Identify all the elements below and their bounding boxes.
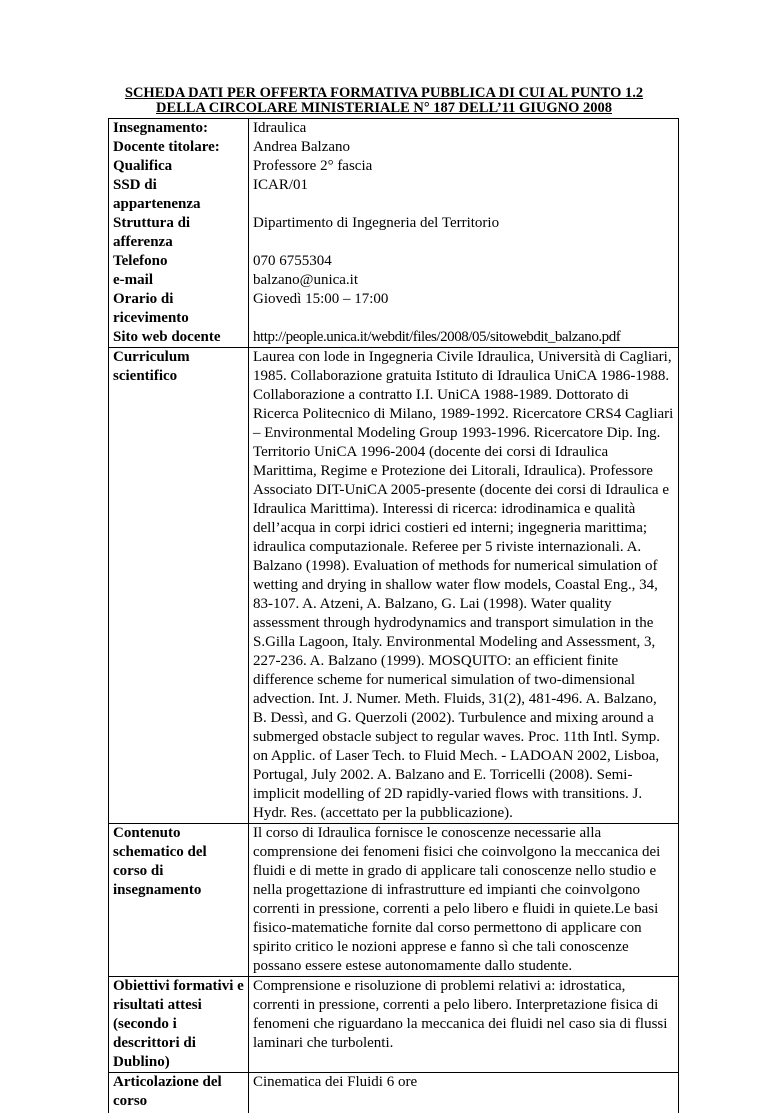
field-label-curriculum: Curriculum scientifico: [109, 348, 249, 824]
field-value-articolazione: Cinematica dei Fluidi 6 ore: [249, 1073, 679, 1113]
field-label-articolazione: Articolazione del corso: [109, 1073, 249, 1113]
field-label-qualifica: Qualifica: [109, 157, 249, 176]
table-row: [109, 271, 679, 290]
document-title-line-2: DELLA CIRCOLARE MINISTERIALE N° 187 DELL’11 GIUGNO 2008: [0, 101, 768, 116]
field-label-email: e-mail: [109, 271, 249, 290]
field-label-insegnamento: Insegnamento:: [109, 119, 249, 139]
field-label-contenuto: Contenuto schematico del corso di insegnamento: [109, 824, 249, 977]
table-row: [109, 138, 679, 157]
table-row: [109, 1073, 679, 1113]
table-row: [109, 157, 679, 176]
field-value-insegnamento: Idraulica: [249, 119, 679, 139]
table-row: [109, 252, 679, 271]
field-value-sito-web: http://people.unica.it/webdit/files/2008/05/sitowebdit_balzano.pdf: [249, 328, 679, 348]
field-value-qualifica: Professore 2° fascia: [249, 157, 679, 176]
table-row: [109, 176, 679, 214]
field-label-obiettivi: Obiettivi formativi e risultati attesi (secondo i descrittori di Dublino): [109, 977, 249, 1073]
field-value-curriculum: Laurea con lode in Ingegneria Civile Idraulica, Università di Cagliari, 1985. Collaborazione gratuita Istituto di Idraulica UniCA 1986-1988. Collaborazione a contratto I.I. UniCA 1988-1989. Dottorato di Ricerca Politecnico di Milano, 1989-1992. Ricercatore CRS4 Cagliari – Environmental Modeling Group 1993-1996. Ricercatore Dip. Ing. Territorio UniCA 1996-2004 (docente dei corsi di Idraulica Marittima, Regime e Protezione dei Litorali, Idraulica). Professore Associato DIT-UniCA 2005-presente (docente dei corsi di Idraulica e Idraulica Marittima). Interessi di ricerca: idrodinamica e qualità dell’acqua in corpi idrici costieri ed interni; ingegneria marittima; idraulica computazionale. Referee per 5 riviste internazionali. A. Balzano (1998). Evaluation of methods for numerical simulation of wetting and drying in shallow water flow models, Coastal Eng., 34, 83-107. A. Atzeni, A. Balzano, G. Lai (1998). Water quality assessment through hydrodynamics and transport simulation in the S.Gilla Lagoon, Italy. Environmental Modeling and Assessment, 3, 227-236. A. Balzano (1999). MOSQUITO: an efficient finite difference scheme for numerical simulation of two-dimensional advection. Int. J. Numer. Meth. Fluids, 31(2), 481-496. A. Balzano, B. Dessì, and G. Querzoli (2002). Turbulence and mixing around a submerged obstacle subject to regular waves. Proc. 11th Intl. Symp. on Applic. of Laser Tech. to Fluid Mech. - LADOAN 2002, Lisboa, Portugal, July 2002. A. Balzano and E. Torricelli (2008). Semi-implicit modelling of 2D rapidly-varied flows with transitions. J. Hydr. Res. (accettato per la pubblicazione).: [249, 348, 679, 824]
field-value-telefono: 070 6755304: [249, 252, 679, 271]
field-label-telefono: Telefono: [109, 252, 249, 271]
field-value-email: balzano@unica.it: [249, 271, 679, 290]
course-data-table: [108, 118, 679, 1113]
field-value-orario: Giovedì 15:00 – 17:00: [249, 290, 679, 328]
field-value-ssd: ICAR/01: [249, 176, 679, 214]
table-row: [109, 977, 679, 1073]
field-label-orario: Orario di ricevimento: [109, 290, 249, 328]
document-title-line-1: SCHEDA DATI PER OFFERTA FORMATIVA PUBBLICA DI CUI AL PUNTO 1.2: [0, 86, 768, 101]
field-value-docente: Andrea Balzano: [249, 138, 679, 157]
table-row: [109, 214, 679, 252]
field-value-struttura: Dipartimento di Ingegneria del Territorio: [249, 214, 679, 252]
table-row: [109, 824, 679, 977]
table-row: [109, 119, 679, 139]
table-row: [109, 328, 679, 348]
field-value-obiettivi: Comprensione e risoluzione di problemi relativi a: idrostatica, correnti in pressione, correnti a pelo libero. Interpretazione fisica di fenomeni che riguardano la meccanica dei fluidi nel caso sia di flussi laminari che turbolenti.: [249, 977, 679, 1073]
field-label-sito-web: Sito web docente: [109, 328, 249, 348]
table-row: [109, 290, 679, 328]
table-row: [109, 348, 679, 824]
field-value-contenuto: Il corso di Idraulica fornisce le conoscenze necessarie alla comprensione dei fenomeni fisici che coinvolgono la meccanica dei fluidi e di mette in grado di applicare tali conoscenze nello studio e nella progettazione di infrastrutture ed impianti che coinvolgono correnti in pressione, correnti a pelo libero e fluidi in quiete.Le basi fisico-matematiche fornite dal corso permettono di applicare con spirito critico le nozioni apprese e fanno sì che tali conoscenze possano essere estese autonomamente dallo studente.: [249, 824, 679, 977]
field-label-ssd: SSD di appartenenza: [109, 176, 249, 214]
field-label-docente: Docente titolare:: [109, 138, 249, 157]
field-label-struttura: Struttura di afferenza: [109, 214, 249, 252]
